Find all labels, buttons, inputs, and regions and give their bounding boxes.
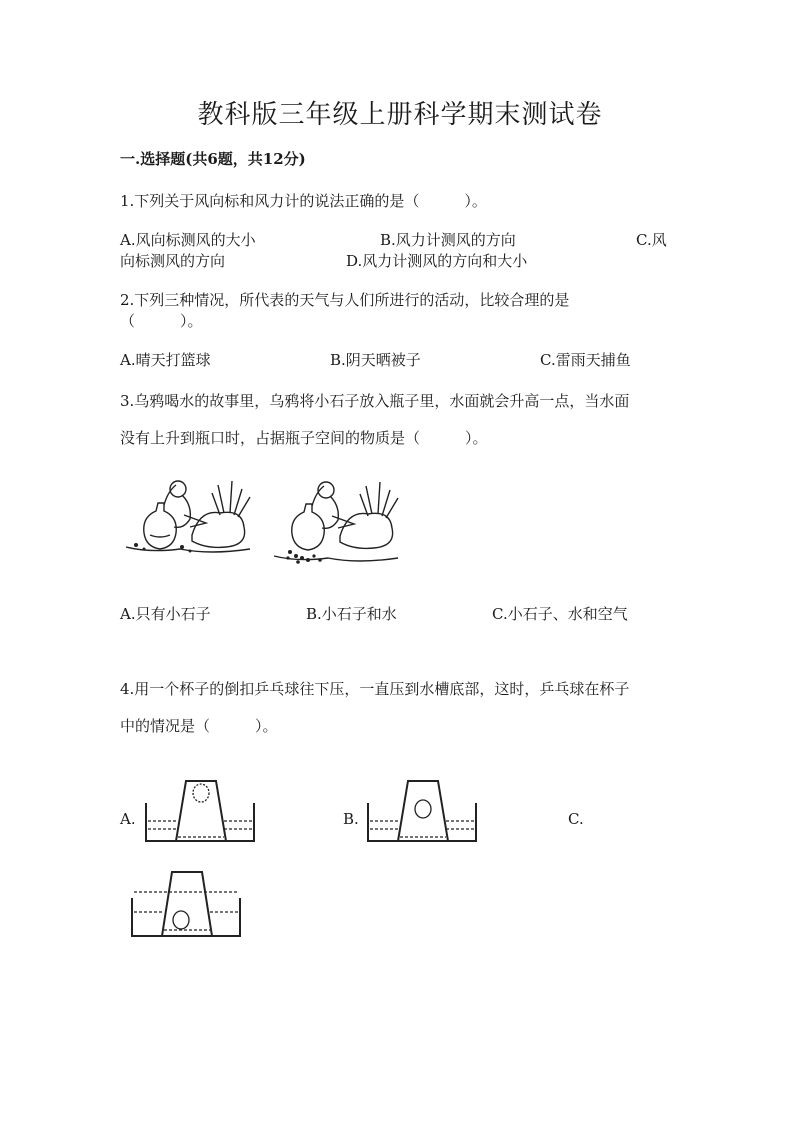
q4-option-a-label: A. [120,810,136,828]
q2-stem-line1: 2.下列三种情况，所代表的天气与人们所进行的活动，比较合理的是 [120,291,570,309]
q3-option-c: C.小石子、水和空气 [492,605,628,623]
crow-drinking-illustration-2 [268,478,408,573]
page-title: 教科版三年级上册科学期末测试卷 [197,100,603,130]
q2-option-b: B.阴天晒被子 [330,351,421,369]
q1-option-c-part2: 向标测风的方向 [120,252,226,270]
q3-stem-line2: 没有上升到瓶口时，占据瓶子空间的物质是（ ）。 [120,429,488,447]
q4-option-b-diagram [366,775,478,845]
q3-option-a: A.只有小石子 [120,605,211,623]
q4-stem-line2: 中的情况是（ ）。 [120,717,278,735]
q4-option-c-label: C. [568,810,584,828]
q1-stem: 1.下列关于风向标和风力计的说法正确的是（ ）。 [120,192,487,210]
q3-stem-line1: 3.乌鸦喝水的故事里，乌鸦将小石子放入瓶子里，水面就会升高一点，当水面 [120,392,630,410]
q1-option-d: D.风力计测风的方向和大小 [346,252,528,270]
q2-stem-line2: （ ）。 [120,312,203,330]
q2-option-a: A.晴天打篮球 [120,351,211,369]
crow-drinking-illustration-1 [120,475,260,560]
q4-option-c-diagram [130,868,242,940]
q1-option-b: B.风力计测风的方向 [380,231,516,249]
q1-option-a: A.风向标测风的大小 [120,231,256,249]
section-heading: 一.选择题(共6题，共12分) [120,150,306,168]
q4-option-b-label: B. [343,810,359,828]
q2-option-c: C.雷雨天捕鱼 [540,351,631,369]
q4-option-a-diagram [144,775,256,845]
q3-option-b: B.小石子和水 [306,605,397,623]
q1-option-c-part1: C.风 [636,231,667,249]
q4-stem-line1: 4.用一个杯子的倒扣乒乓球往下压，一直压到水槽底部，这时，乒乓球在杯子 [120,680,630,698]
